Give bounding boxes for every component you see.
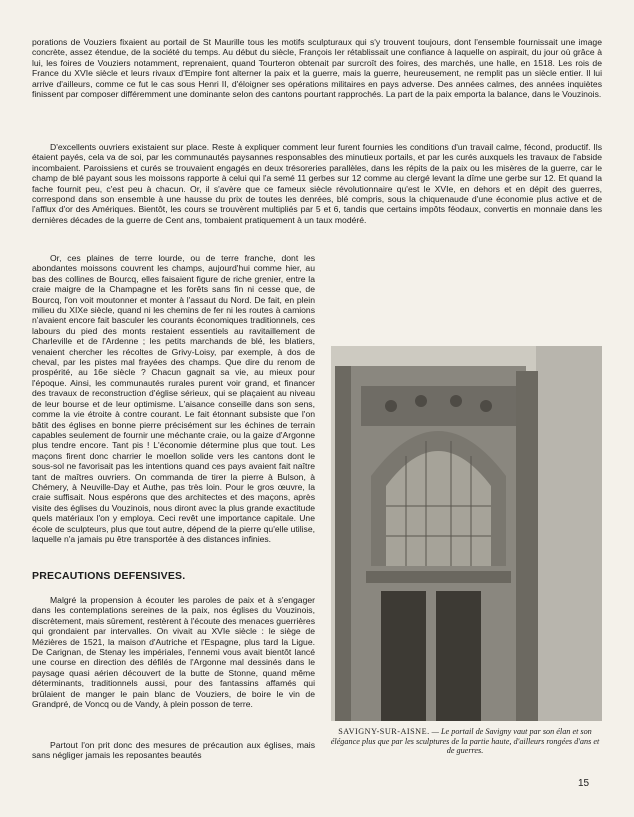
section-heading: PRECAUTIONS DEFENSIVES. <box>32 570 186 582</box>
photo-caption <box>327 727 603 756</box>
body-paragraph: Malgré la propension à écouter les paroles de paix et à s'engager dans les contemplations sereines de la paix, nos églises du Vouzinois, discrètement, mais sûrement, restèrent à l'écoute des menaces guerrières qui grondaient par intervalles. On vivait au XVIe siècle : le siège de Mézières de 1521, la maison d'Autriche et l'Espagne, plus tard la Ligue. De Carignan, de Stenay les impériales, l'ennemi vous avait bientôt lancé une course en direction des défilés de l'Argonne mal dessinés dans le paysage quasi aérien découvert de la butte de Stonne, quand même déterminants, traditionnels aussi, pour des fantassins affamés qui brûlaient de manger le pain blanc de Vouziers, de boire le vin de Grandpré, de Voncq ou de Vandy, à plein posson de terre. <box>32 595 315 710</box>
church-portal-photo <box>331 346 602 721</box>
body-paragraph: Partout l'on prit donc des mesures de précaution aux églises, mais sans négliger jamais les reposantes beautés <box>32 740 315 761</box>
body-paragraph: porations de Vouziers fixaient au portail de St Maurille tous les motifs sculpturaux qui s'y trouvent toujours, dont l'ensemble fournissait une image concrète, assez étendue, de la société du temps. Au début du siècle, François Ier rétablissait une confiance à laquelle on aspirait, du jour où grâce à lui, les foires de Vouziers notamment, reprenaient, quand Tourteron obtenait par surcroît des foires, des marchés, une halle, en 1518. Les rois de France du XVIe siècle et leurs rivaux d'Empire font alterner la paix et la guerre, mais la guerre, heureusement, ne remplit pas un siècle entier. Il lui arrive d'ailleurs, comme ce fut le cas sous Henri II, d'éloigner ses opérations militaires en pays adverse. Des années calmes, des années inquiètes finissent par composer différemment une dominante selon des cantons pourtant rapprochés. La part de la paix emporta la balance, dans le Vouzinois. <box>32 37 602 100</box>
portal-illustration <box>331 346 602 721</box>
body-paragraph: Or, ces plaines de terre lourde, ou de terre franche, dont les abondantes moissons couvrent les champs, aujourd'hui comme hier, au bas des collines de Bourcq, elles faisaient figure de riche grenier, entre la craie maigre de la Champagne et les forêts sans fin ni cesse que, de Bourcq, l'on voit moutonner et monter à l'assaut du Nord. De fait, en plein milieu du XIXe siècle, quand ni les chemins de fer ni les routes à camions n'avaient encore fait basculer les courants économiques traditionnels, ces labours du pied des monts restaient essentiels au ravitaillement de Charleville et de l'Ardenne ; les petits marchands de blé, les blatiers, venaient chercher les récoltes de Grivy-Loisy, par exemple, à dos de cheval, par les pistes mal frayées des champs. Que dire du renom de prospérité, au 16e siècle ? Chacun gagnait sa vie, au mieux pour l'époque. Ainsi, les communautés rurales purent voir grand, et financer des travaux de reconstruction d'église sérieux, qui se plaçaient au niveau de leur bourse et de leur optimisme. L'aisance conseille dans son sens, comme la vie étroite à contre courant. Le fait étonnant subsiste que l'on bâtit des églises en bonne pierre précisément sur les échines de terrain capables seulement de fournir une méchante craie, ou la gaize d'Argonne plus tendre encore. Tant pis ! L'économie détermine plus que tout. Les maçons firent donc charrier le moellon solide vers les cantons dont le sous-sol ne favorisait pas les intentions quand ces pays avaient fait naître tant de maîtres ouvriers. On commanda de tirer la pierre à Bulson, à Chémery, à Neuville-Day et Authe, pas très loin. Pour le gros œuvre, la craie suffisait. Nous espérons que des architectes et des maçons, après visite des églises du Vouzinois, nous diront avec la plus grande exactitude quels matériaux l'on y employa. Ceci revêt une importance capitale. Une école de sculpteurs, plus que tout autre, dépend de la pierre qu'elle utilise, laquelle n'a jamais pu être transportée à des distances infinies. <box>32 253 315 544</box>
body-paragraph: D'excellents ouvriers existaient sur place. Reste à expliquer comment leur furent fournies les conditions d'un travail calme, fécond, productif. Ils étaient payés, cela va de soi, par les communautés paysannes responsables des minutieux portails, et par les curés auxquels les travaux de l'abside incombaient. Paroissiens et curés se trouvaient engagés en deux trésoreries parallèles, dans les répits de la paix ou les misères de la guerre, car le champ de blé payant sous les moissons rapporte à celui qui l'a semé 11 gerbes sur 12 comme au clergé levant la dîme une gerbe sur 12. Et quand la fache fournit peu, c'est peu à chacun. Or, il s'avère que ce fameux siècle révolutionnaire qu'est le XVIe, en dehors et en dépit des guerres, correspond dans son ensemble à une hausse du prix de toutes les denrées, blé compris, sous la chiquenaude d'une économie plus active et de l'afflux d'or des Amériques. Bientôt, les cours se trouvèrent multipliés par 5 et 6, tandis que certains impôts féodaux, convertis en monnaie dans les dernières décades de la guerre de Cent ans, tombaient pratiquement à un taux modéré. <box>32 142 602 225</box>
page-number: 15 <box>578 778 590 789</box>
caption-description: — Le portail de Savigny vaut par son élan et son élégance plus que par les sculptures de la partie haute, d'ailleurs rongées d'ans et de guerres. <box>330 727 600 756</box>
caption-place: SAVIGNY-SUR-AISNE. <box>338 727 430 736</box>
